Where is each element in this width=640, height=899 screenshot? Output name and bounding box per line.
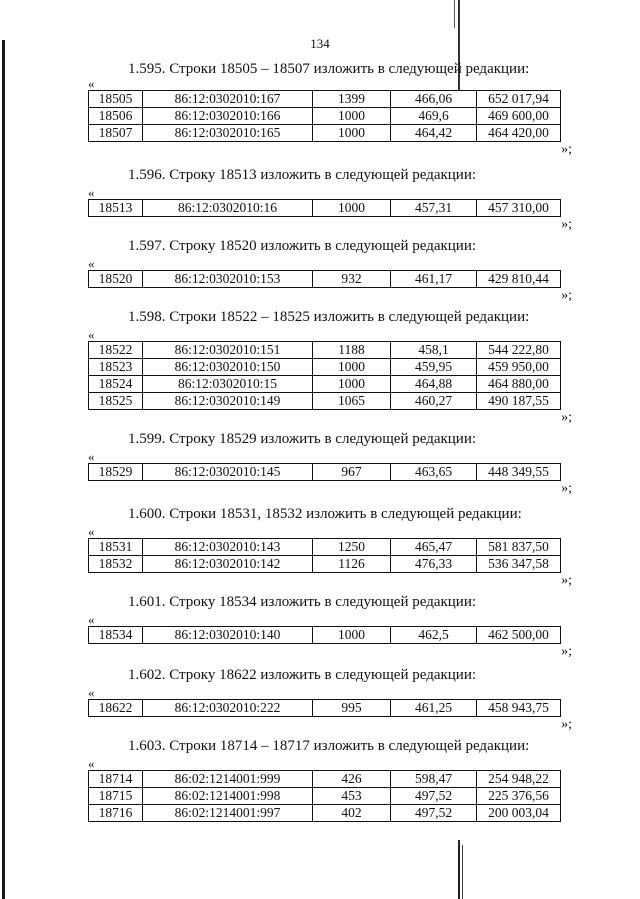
table-row [89, 771, 561, 788]
area-cell: 426 [313, 771, 391, 788]
rate-cell: 476,33 [391, 556, 477, 573]
amendment-table [88, 699, 561, 717]
area-cell: 1126 [313, 556, 391, 573]
value-cell: 254 948,22 [477, 771, 561, 788]
amendment-section [88, 60, 574, 158]
table-row [89, 700, 561, 717]
document-body [88, 60, 574, 822]
amendment-table [88, 270, 561, 288]
rate-cell: 462,5 [391, 627, 477, 644]
table-row [89, 464, 561, 481]
rate-cell: 464,88 [391, 376, 477, 393]
area-cell: 1065 [313, 393, 391, 410]
table-row [89, 108, 561, 125]
table-row [89, 342, 561, 359]
amendment-table [88, 90, 561, 142]
row-number-cell: 18532 [89, 556, 143, 573]
closing-quote: »; [561, 410, 572, 425]
amendment-section [88, 430, 574, 497]
amendment-table [88, 463, 561, 481]
table-row [89, 805, 561, 822]
section-heading: 1.602. Строку 18622 изложить в следующей редакции: [128, 667, 477, 683]
area-cell: 402 [313, 805, 391, 822]
amendment-section [88, 737, 574, 822]
rate-cell: 497,52 [391, 805, 477, 822]
closing-quote: »; [561, 288, 572, 303]
table-row [89, 788, 561, 805]
value-cell: 469 600,00 [477, 108, 561, 125]
rate-cell: 464,42 [391, 125, 477, 142]
area-cell: 1000 [313, 359, 391, 376]
cadastral-number-cell: 86:12:0302010:142 [143, 556, 313, 573]
rate-cell: 466,06 [391, 91, 477, 108]
rate-cell: 598,47 [391, 771, 477, 788]
opening-quote: « [88, 449, 95, 464]
area-cell: 1000 [313, 108, 391, 125]
value-cell: 462 500,00 [477, 627, 561, 644]
amendment-section [88, 237, 574, 304]
amendment-section [88, 166, 574, 233]
cadastral-number-cell: 86:02:1214001:999 [143, 771, 313, 788]
cadastral-number-cell: 86:02:1214001:997 [143, 805, 313, 822]
value-cell: 652 017,94 [477, 91, 561, 108]
row-number-cell: 18716 [89, 805, 143, 822]
cadastral-number-cell: 86:02:1214001:998 [143, 788, 313, 805]
cadastral-number-cell: 86:12:0302010:16 [143, 200, 313, 217]
row-number-cell: 18531 [89, 539, 143, 556]
area-cell: 1188 [313, 342, 391, 359]
section-heading: 1.603. Строки 18714 – 18717 изложить в следующей редакции: [128, 738, 530, 754]
cadastral-number-cell: 86:12:0302010:166 [143, 108, 313, 125]
area-cell: 453 [313, 788, 391, 805]
cadastral-number-cell: 86:12:0302010:222 [143, 700, 313, 717]
section-heading: 1.595. Строки 18505 – 18507 изложить в следующей редакции: [128, 61, 530, 77]
value-cell: 225 376,56 [477, 788, 561, 805]
amendment-table [88, 770, 561, 822]
section-heading: 1.596. Строку 18513 изложить в следующей редакции: [128, 167, 477, 183]
rate-cell: 497,52 [391, 788, 477, 805]
row-number-cell: 18507 [89, 125, 143, 142]
opening-quote: « [88, 756, 95, 771]
rate-cell: 469,6 [391, 108, 477, 125]
amendment-table [88, 626, 561, 644]
value-cell: 457 310,00 [477, 200, 561, 217]
closing-quote: »; [561, 217, 572, 232]
amendment-section [88, 666, 574, 733]
row-number-cell: 18622 [89, 700, 143, 717]
value-cell: 200 003,04 [477, 805, 561, 822]
row-number-cell: 18505 [89, 91, 143, 108]
closing-quote: »; [561, 644, 572, 659]
value-cell: 536 347,58 [477, 556, 561, 573]
table-row [89, 539, 561, 556]
rate-cell: 458,1 [391, 342, 477, 359]
row-number-cell: 18523 [89, 359, 143, 376]
opening-quote: « [88, 685, 95, 700]
row-number-cell: 18520 [89, 271, 143, 288]
opening-quote: « [88, 76, 95, 91]
amendment-section [88, 593, 574, 660]
row-number-cell: 18506 [89, 108, 143, 125]
table-row [89, 91, 561, 108]
cadastral-number-cell: 86:12:0302010:167 [143, 91, 313, 108]
cadastral-number-cell: 86:12:0302010:143 [143, 539, 313, 556]
amendment-table [88, 341, 561, 410]
cadastral-number-cell: 86:12:0302010:15 [143, 376, 313, 393]
row-number-cell: 18534 [89, 627, 143, 644]
cadastral-number-cell: 86:12:0302010:165 [143, 125, 313, 142]
value-cell: 429 810,44 [477, 271, 561, 288]
cadastral-number-cell: 86:12:0302010:151 [143, 342, 313, 359]
table-row [89, 376, 561, 393]
amendment-section [88, 505, 574, 589]
area-cell: 1000 [313, 376, 391, 393]
table-row [89, 125, 561, 142]
section-heading: 1.598. Строки 18522 – 18525 изложить в следующей редакции: [128, 309, 530, 325]
value-cell: 544 222,80 [477, 342, 561, 359]
section-heading: 1.597. Строку 18520 изложить в следующей редакции: [128, 238, 477, 254]
opening-quote: « [88, 256, 95, 271]
area-cell: 932 [313, 271, 391, 288]
area-cell: 1000 [313, 200, 391, 217]
value-cell: 464 880,00 [477, 376, 561, 393]
area-cell: 1250 [313, 539, 391, 556]
rate-cell: 465,47 [391, 539, 477, 556]
rate-cell: 461,25 [391, 700, 477, 717]
opening-quote: « [88, 612, 95, 627]
value-cell: 459 950,00 [477, 359, 561, 376]
scan-binding-mark-bottom [458, 840, 460, 899]
value-cell: 448 349,55 [477, 464, 561, 481]
rate-cell: 460,27 [391, 393, 477, 410]
closing-quote: »; [561, 481, 572, 496]
scan-left-edge [2, 40, 5, 899]
cadastral-number-cell: 86:12:0302010:145 [143, 464, 313, 481]
value-cell: 458 943,75 [477, 700, 561, 717]
opening-quote: « [88, 185, 95, 200]
cadastral-number-cell: 86:12:0302010:140 [143, 627, 313, 644]
section-heading: 1.601. Строку 18534 изложить в следующей редакции: [128, 594, 477, 610]
cadastral-number-cell: 86:12:0302010:150 [143, 359, 313, 376]
area-cell: 1000 [313, 627, 391, 644]
row-number-cell: 18529 [89, 464, 143, 481]
value-cell: 581 837,50 [477, 539, 561, 556]
area-cell: 995 [313, 700, 391, 717]
area-cell: 1399 [313, 91, 391, 108]
row-number-cell: 18522 [89, 342, 143, 359]
cadastral-number-cell: 86:12:0302010:149 [143, 393, 313, 410]
value-cell: 490 187,55 [477, 393, 561, 410]
opening-quote: « [88, 524, 95, 539]
rate-cell: 463,65 [391, 464, 477, 481]
value-cell: 464 420,00 [477, 125, 561, 142]
table-row [89, 359, 561, 376]
closing-quote: »; [561, 142, 572, 157]
table-row [89, 393, 561, 410]
section-heading: 1.600. Строки 18531, 18532 изложить в следующей редакции: [128, 506, 522, 522]
cadastral-number-cell: 86:12:0302010:153 [143, 271, 313, 288]
rate-cell: 457,31 [391, 200, 477, 217]
rate-cell: 461,17 [391, 271, 477, 288]
scan-binding-mark-bottom-thin [462, 845, 463, 899]
closing-quote: »; [561, 717, 572, 732]
rate-cell: 459,95 [391, 359, 477, 376]
page-number: 134 [310, 36, 330, 51]
row-number-cell: 18715 [89, 788, 143, 805]
table-row [89, 200, 561, 217]
row-number-cell: 18714 [89, 771, 143, 788]
amendment-table [88, 199, 561, 217]
amendment-section [88, 308, 574, 426]
table-row [89, 271, 561, 288]
area-cell: 1000 [313, 125, 391, 142]
table-row [89, 556, 561, 573]
scan-binding-mark-top-thin [454, 0, 455, 28]
opening-quote: « [88, 327, 95, 342]
section-heading: 1.599. Строку 18529 изложить в следующей редакции: [128, 431, 477, 447]
amendment-table [88, 538, 561, 573]
closing-quote: »; [561, 573, 572, 588]
row-number-cell: 18524 [89, 376, 143, 393]
area-cell: 967 [313, 464, 391, 481]
row-number-cell: 18525 [89, 393, 143, 410]
row-number-cell: 18513 [89, 200, 143, 217]
table-row [89, 627, 561, 644]
